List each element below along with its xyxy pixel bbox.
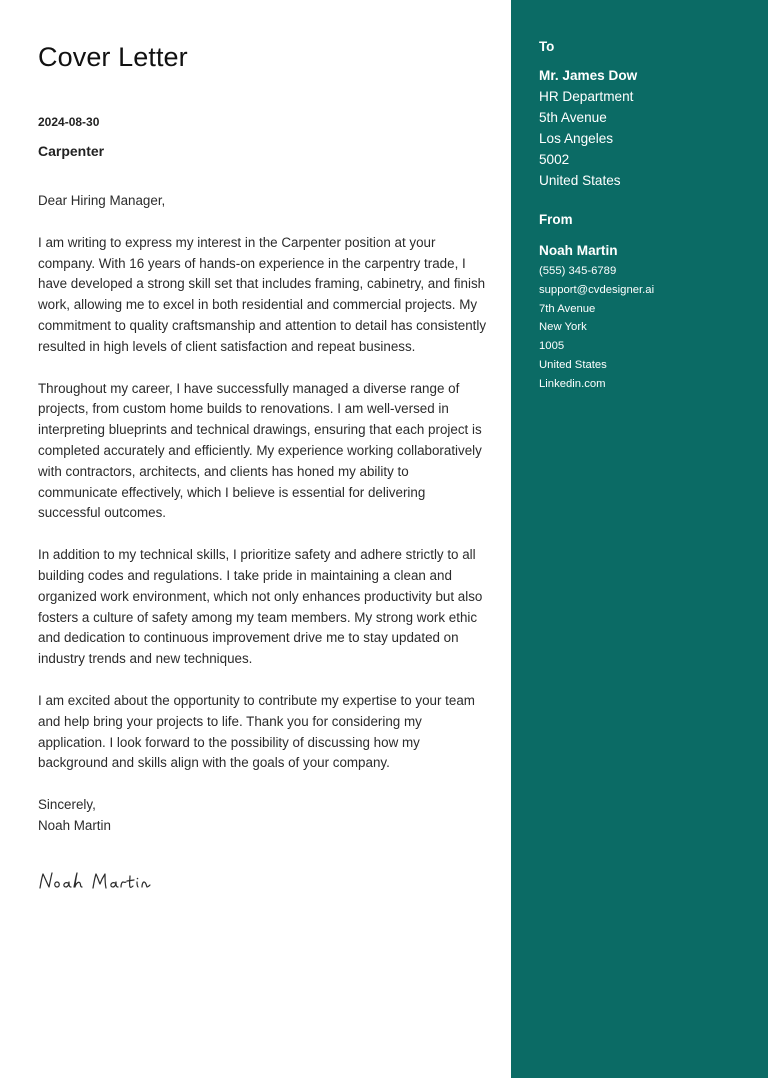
recipient-section xyxy=(539,38,759,191)
recipient-name: Mr. James Dow xyxy=(539,68,638,83)
contact-sidebar xyxy=(511,0,768,1078)
recipient-street: 5th Avenue xyxy=(539,110,607,125)
sender-phone: (555) 345-6789 xyxy=(539,265,617,277)
paragraph-3: In addition to my technical skills, I prioritize safety and adhere strictly to all building codes and regulations. I take pride in maintaining a clean and organized work environment, which not only enhances productivity but also fosters a culture of safety among my team members. My strong work ethic and dedication to continuous improvement drive me to stay updated on industry trends and new techniques. xyxy=(38,547,483,667)
recipient-zip: 5002 xyxy=(539,152,570,167)
to-heading: To xyxy=(539,39,555,54)
recipient-country: United States xyxy=(539,173,621,188)
sender-website: Linkedin.com xyxy=(539,377,606,390)
letter-body xyxy=(38,191,490,837)
sidebar-content xyxy=(539,38,759,394)
sender-name: Noah Martin xyxy=(539,243,618,258)
signer-name: Noah Martin xyxy=(38,817,111,833)
recipient-department: HR Department xyxy=(539,89,634,104)
closing-block xyxy=(38,795,490,837)
handwritten-signature xyxy=(38,868,178,898)
sender-zip: 1005 xyxy=(539,340,565,353)
sender-city: New York xyxy=(539,321,587,334)
letter-date: 2024-08-30 xyxy=(38,115,100,129)
recipient-city: Los Angeles xyxy=(539,131,614,146)
page-title: Cover Letter xyxy=(38,42,188,72)
greeting: Dear Hiring Manager, xyxy=(38,193,166,208)
sender-email: support@cvdesigner.ai xyxy=(539,283,655,296)
paragraph-1: I am writing to express my interest in the Carpenter position at your company. With 16 years of hands-on experience in the carpentry trade, I have developed a strong skill set that includes framing, cabinetry, and finish work, allowing me to excel in both residential and commercial projects. My commitment to quality craftsmanship and attention to detail has consistently resulted in high levels of client satisfaction and repeat business. xyxy=(38,234,487,354)
paragraph-4: I am excited about the opportunity to contribute my expertise to your team and help bring your projects to life. Thank you for considering my application. I look forward to the possibility of discussing how my background and skills align with the goals of your company. xyxy=(38,692,475,771)
sender-country: United States xyxy=(539,358,607,371)
paragraph-2: Throughout my career, I have successfully managed a diverse range of projects, from custom home builds to renovations. I am well-versed in interpreting blueprints and technical drawings, ensuring that each project is completed accurately and efficiently. My experience working collaboratively with contractors, architects, and clients has honed my ability to communicate effectively, which I believe is essential for delivering successful outcomes. xyxy=(38,380,482,521)
sender-street: 7th Avenue xyxy=(539,302,596,315)
from-heading: From xyxy=(539,212,573,227)
sender-section xyxy=(539,211,759,394)
closing: Sincerely, xyxy=(38,797,96,813)
position-title: Carpenter xyxy=(38,143,105,159)
